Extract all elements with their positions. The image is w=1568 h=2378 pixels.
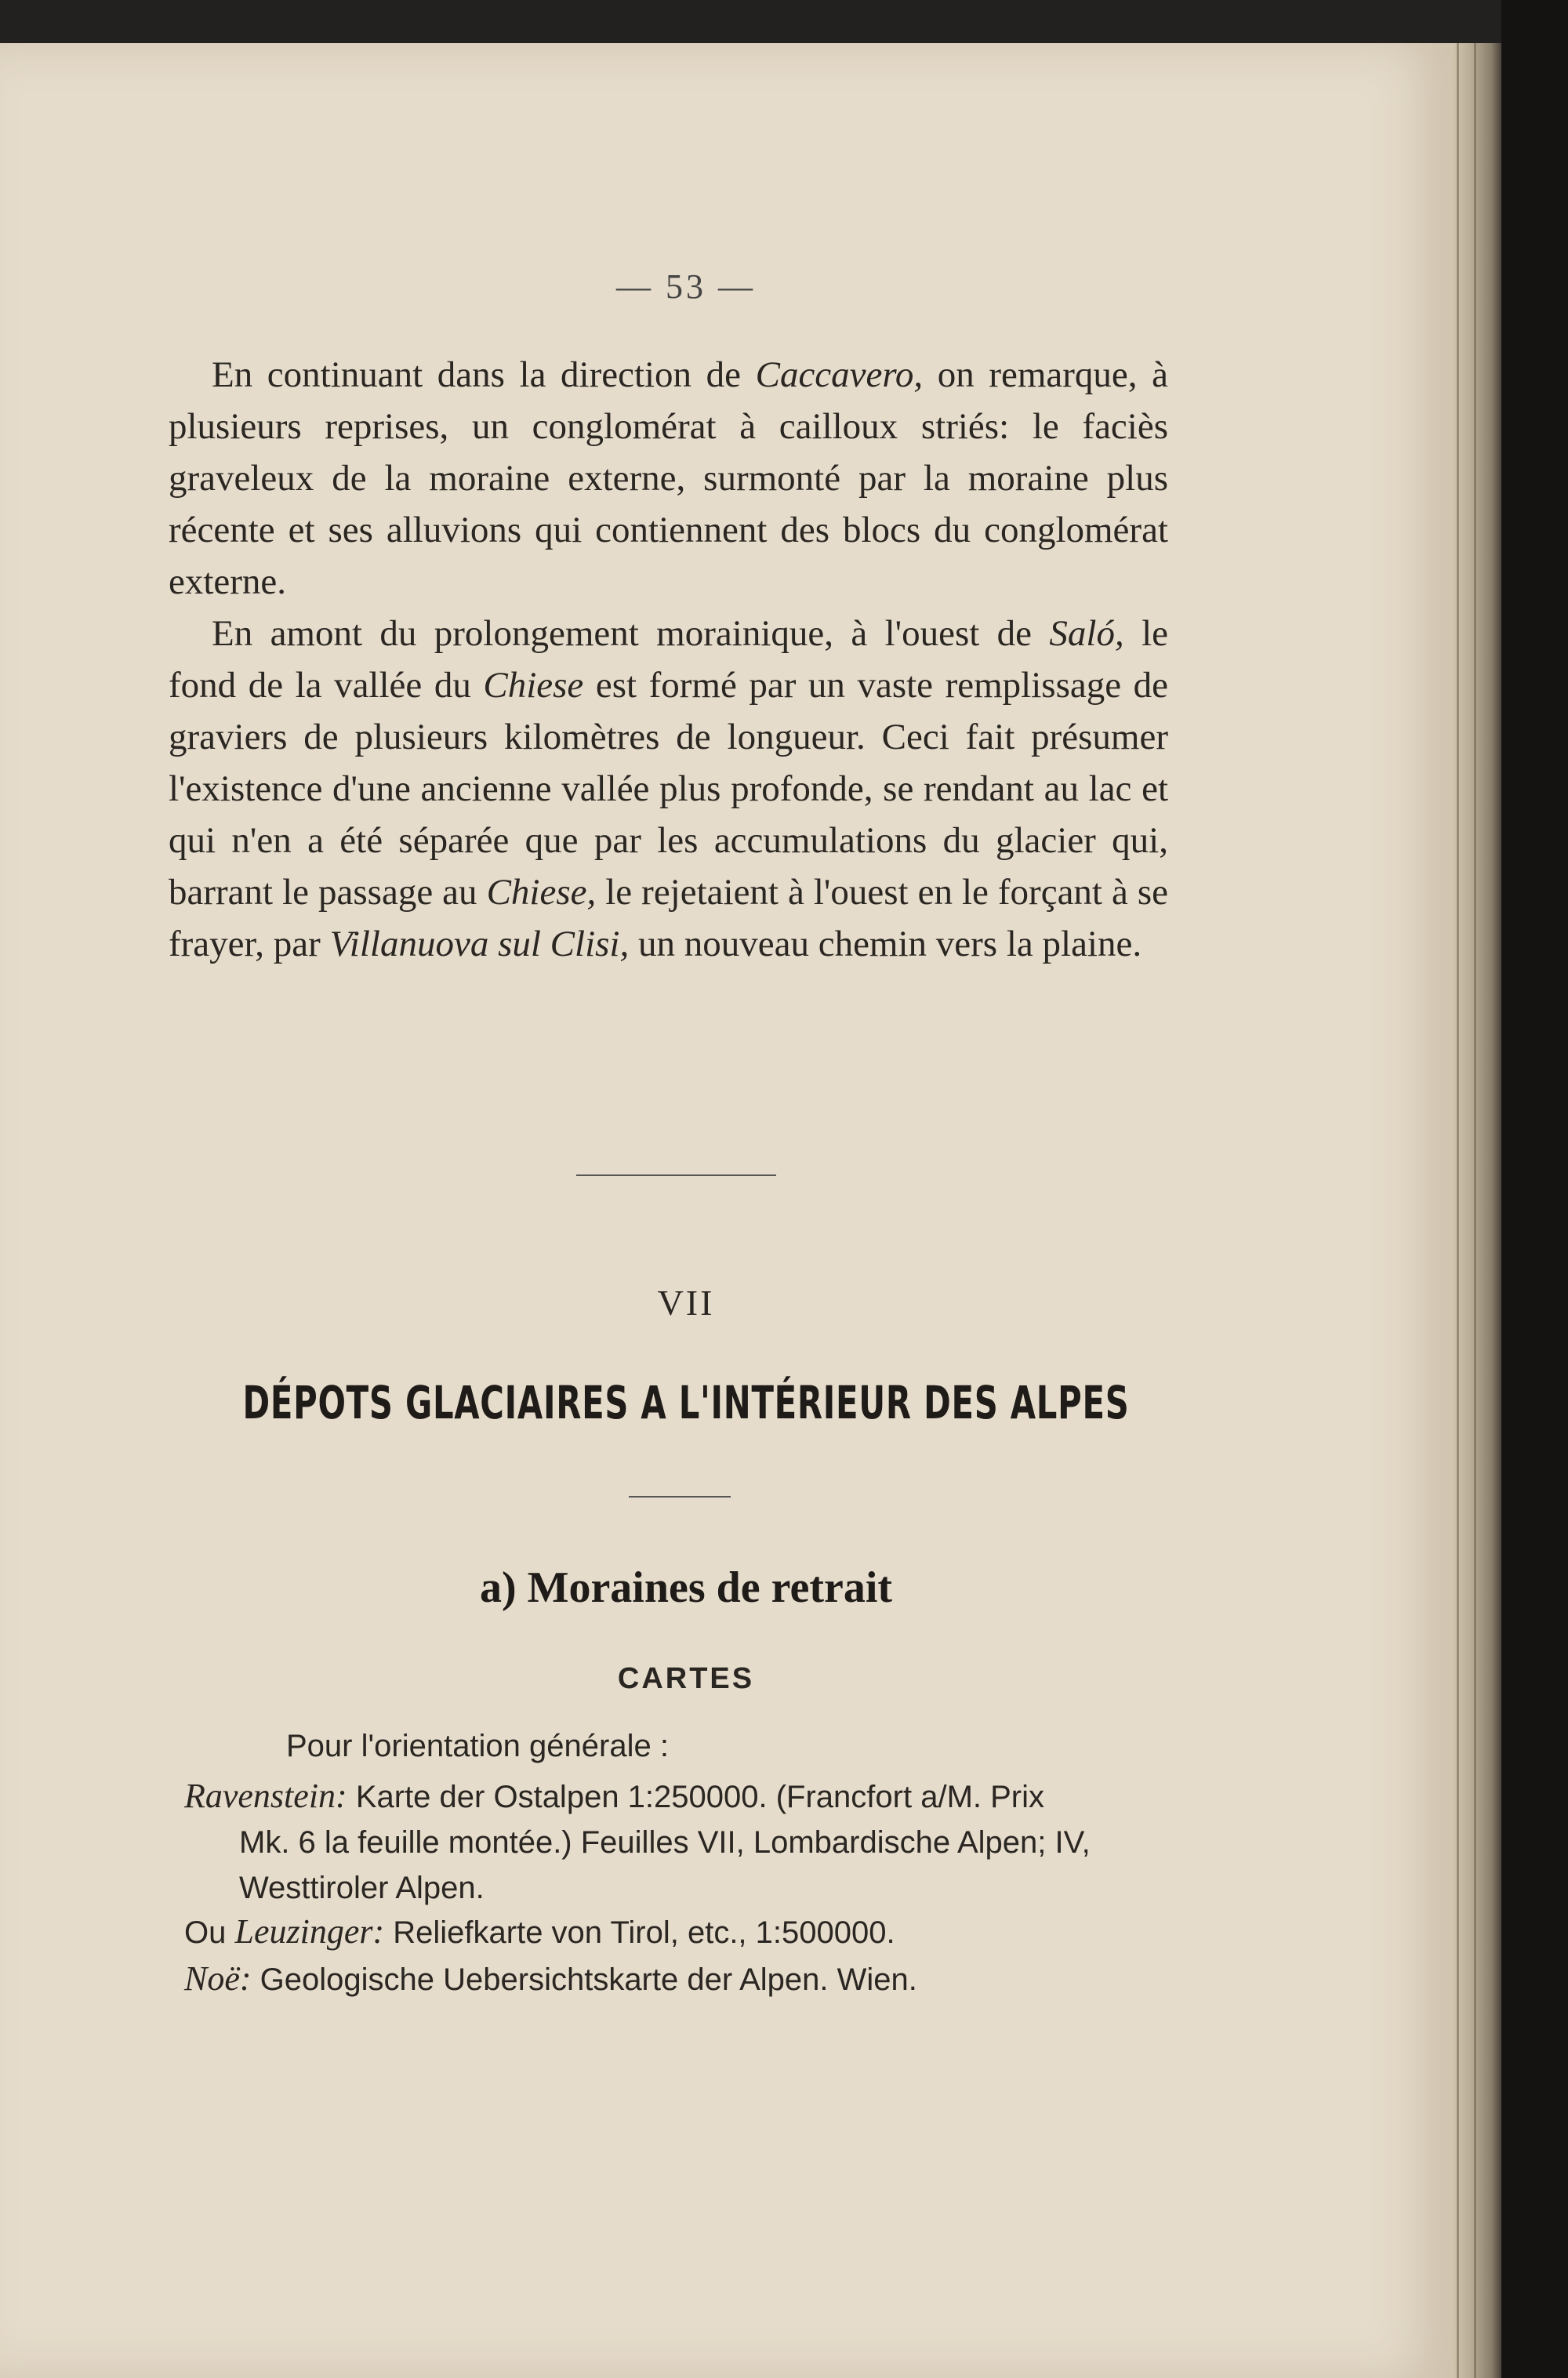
reference-continuation: Mk. 6 la feuille montée.) Feuilles VII, Lombardische Alpen; IV, Westtiroler Alpen. (239, 1825, 1091, 1905)
paragraph-1 (169, 349, 1168, 608)
section-number: VII (657, 1283, 715, 1323)
cartes-heading: CARTES (617, 1662, 755, 1695)
section-title: DÉPOTS GLACIAIRES A L'INTÉRIEUR DES ALPES (242, 1376, 1130, 1429)
page-edge-line (1457, 43, 1459, 2378)
text-run: le fond de la vallée du (169, 613, 1169, 706)
page-edge-line (1474, 43, 1476, 2378)
title-divider (629, 1496, 731, 1498)
italic-term: Caccavero, (755, 354, 924, 395)
book-top-edge (0, 0, 1568, 43)
text-run: En amont du prolongement morainique, à l'ouest de (212, 613, 1050, 654)
text-run: En continuant dans la direction de (212, 354, 756, 395)
section-divider (576, 1174, 776, 1176)
book-cover-edge (1501, 0, 1568, 2378)
italic-term: Chiese (483, 665, 584, 706)
page-number: — 53 — (616, 267, 756, 306)
italic-term: Villanuova sul Clisi, (329, 924, 630, 964)
italic-term: Chiese, (486, 872, 597, 913)
italic-term: Saló, (1049, 613, 1124, 654)
body-text (169, 349, 1168, 970)
reference-author: Leuzinger: (234, 1912, 385, 1951)
text-run: est formé par un vaste remplissage de graviers de plusieurs kilomètres de longueur. Ceci fait présumer l'existence d'une ancienne vallée plus profonde, se rendant au lac et qui n'en a été séparée que par les accumulations du glacier qui, barrant le passage au (169, 665, 1168, 913)
reference-text: Reliefkarte von Tirol, etc., 1:500000. (384, 1915, 895, 1950)
reference-author: Ravenstein: (184, 1777, 347, 1815)
reference-text: Geologische Uebersichtskarte der Alpen. Wien. (251, 1962, 917, 1997)
reference-noe (184, 1956, 1180, 2002)
orientation-line: Pour l'orientation générale : (286, 1729, 669, 1763)
reference-ravenstein (184, 1774, 1180, 1911)
reference-text: Karte der Ostalpen 1:250000. (Francfort a/M. Prix (347, 1780, 1044, 1814)
reference-author: Noë: (184, 1959, 252, 1998)
text-run: le rejetaient à l'ouest en le forçant à se frayer, par (169, 872, 1169, 964)
reference-leuzinger (184, 1909, 1180, 1955)
text-run: on remarque, à plusieurs reprises, un conglomérat à cailloux striés: le faciès graveleux de la moraine externe, surmonté par la moraine plus récente et ses alluvions qui contiennent des blocs du conglomérat externe. (169, 354, 1168, 602)
subsection-title: a) Moraines de retrait (479, 1563, 893, 1612)
text-run: un nouveau chemin vers la plaine. (629, 924, 1142, 964)
reference-prefix: Ou (184, 1915, 235, 1950)
paragraph-2 (169, 608, 1168, 970)
